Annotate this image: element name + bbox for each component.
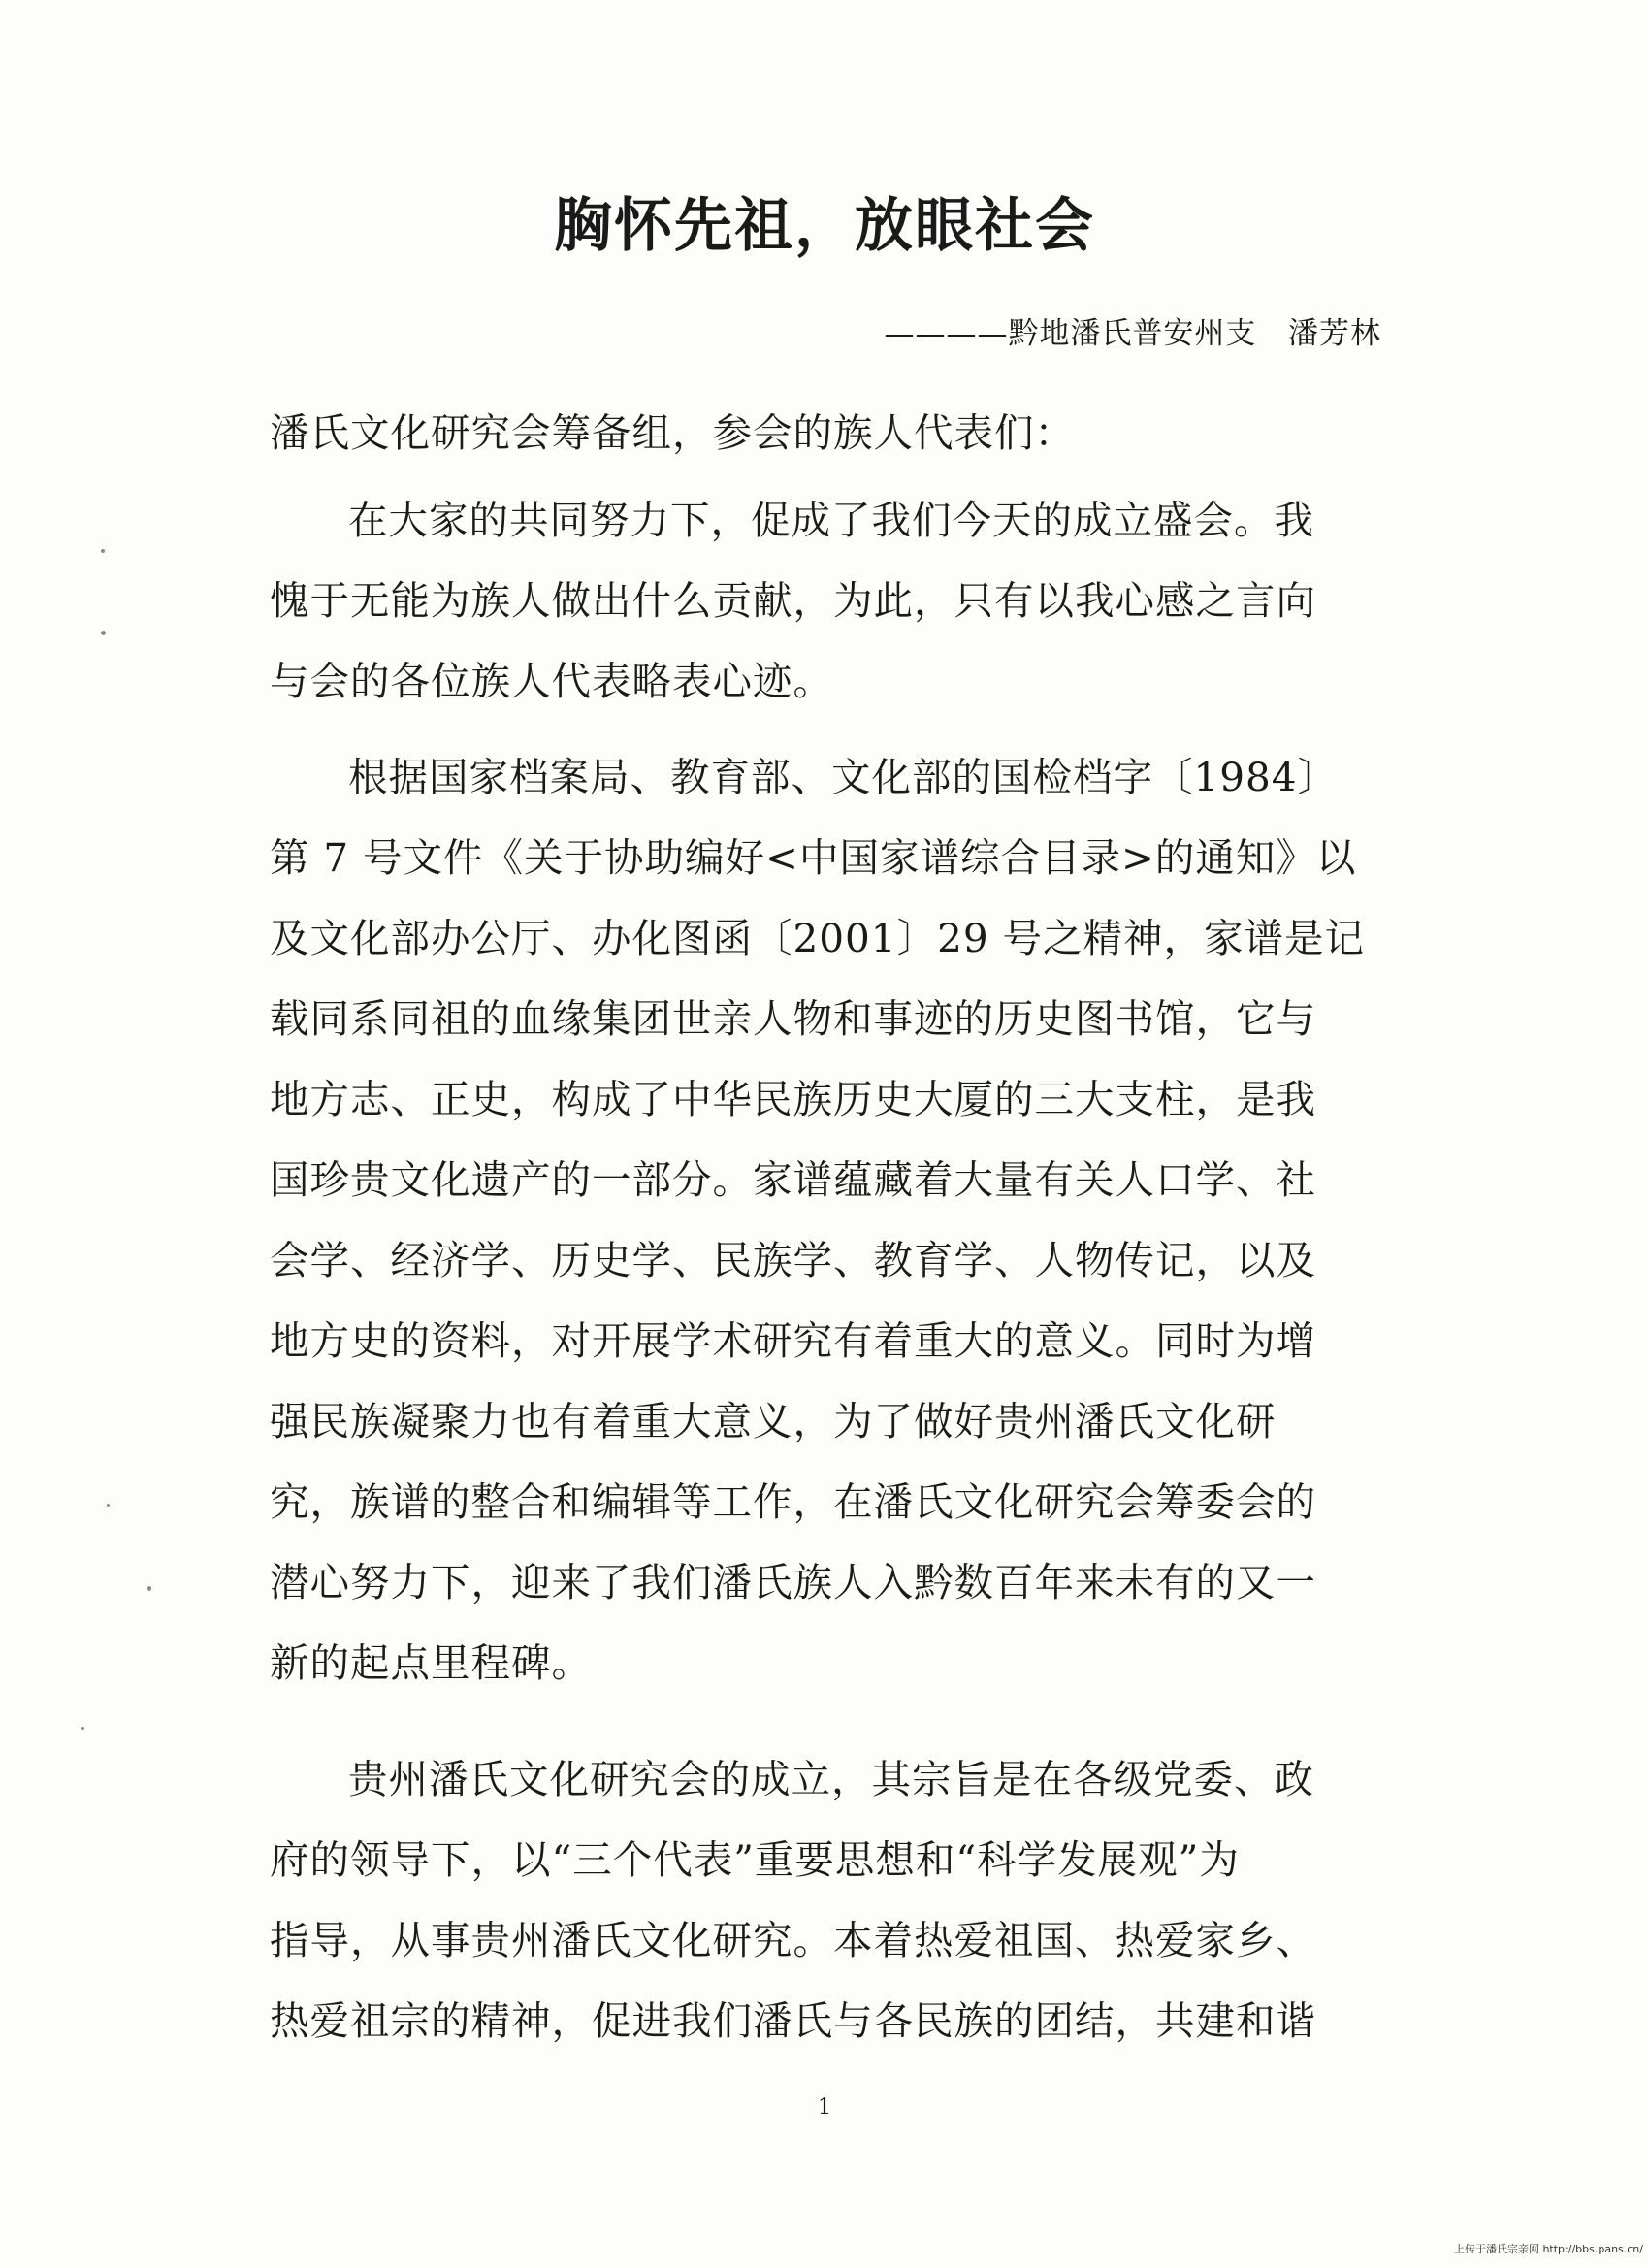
paragraph-line: 国珍贵文化遗产的一部分。家谱蕴藏着大量有关人口学、社 [270, 1156, 1316, 1203]
paragraph-line: 指导，从事贵州潘氏文化研究。本着热爱祖国、热爱家乡、 [270, 1917, 1316, 1963]
author-byline: ————黔地潘氏普安州支 潘芳林 [884, 316, 1381, 351]
paragraph-line: 在大家的共同努力下，促成了我们今天的成立盛会。我 [348, 497, 1314, 543]
scan-speck [101, 549, 105, 553]
paragraph-line: 贵州潘氏文化研究会的成立，其宗旨是在各级党委、政 [348, 1756, 1314, 1802]
document-title: 胸怀先祖，放眼社会 [554, 192, 1095, 260]
paragraph-line: 强民族凝聚力也有着重大意义，为了做好贵州潘氏文化研 [270, 1398, 1277, 1444]
paragraph-line: 究，族谱的整合和编辑等工作，在潘氏文化研究会筹委会的 [270, 1478, 1316, 1525]
greeting-line [270, 393, 1395, 473]
paragraph-1 [270, 480, 1395, 722]
paragraph-line: 新的起点里程碑。 [270, 1639, 592, 1686]
paragraph-line: 地方志、正史，构成了中华民族历史大厦的三大支柱，是我 [270, 1076, 1316, 1122]
scan-speck [101, 631, 106, 635]
paragraph-line: 第 7 号文件《关于协助编好<中国家谱综合目录>的通知》以 [270, 834, 1357, 881]
paragraph-line: 府的领导下，以“三个代表”重要思想和“科学发展观”为 [270, 1836, 1240, 1883]
paragraph-3 [270, 1739, 1395, 2061]
paragraph-line: 热爱祖宗的精神，促进我们潘氏与各民族的团结，共建和谐 [270, 1997, 1316, 2044]
paragraph-line: 会学、经济学、历史学、民族学、教育学、人物传记，以及 [270, 1237, 1316, 1283]
paragraph-line: 根据国家档案局、教育部、文化部的国检档字〔1984〕 [348, 754, 1339, 800]
scan-speck [81, 1727, 84, 1730]
paragraph-2 [270, 737, 1395, 1703]
page-number: 1 [818, 2095, 831, 2120]
upload-watermark: 上传于潘氏宗亲网 http://bbs.pans.cn/ [1453, 2243, 1643, 2255]
paragraph-line: 地方史的资料，对开展学术研究有着重大的意义。同时为增 [270, 1317, 1316, 1364]
paragraph-line: 潜心努力下，迎来了我们潘氏族人入黔数百年来未有的又一 [270, 1559, 1316, 1605]
paragraph-line: 与会的各位族人代表略表心迹。 [270, 658, 833, 704]
greeting-text: 潘氏文化研究会筹备组，参会的族人代表们： [270, 409, 1075, 456]
scan-speck [107, 1504, 110, 1507]
paragraph-line: 及文化部办公厅、办化图函〔2001〕29 号之精神，家谱是记 [270, 915, 1365, 961]
paragraph-line: 载同系同祖的血缘集团世亲人物和事迹的历史图书馆，它与 [270, 995, 1316, 1042]
paragraph-line: 愧于无能为族人做出什么贡献，为此，只有以我心感之言向 [270, 577, 1316, 624]
scan-speck [147, 1586, 151, 1591]
